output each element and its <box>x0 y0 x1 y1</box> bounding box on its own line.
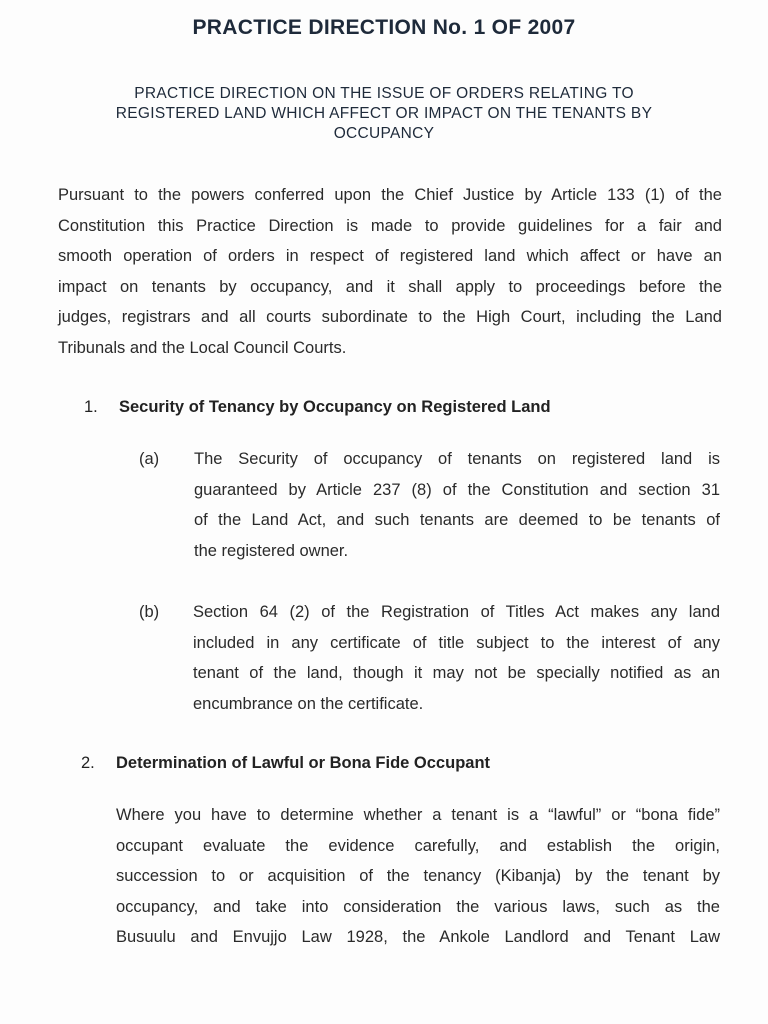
intro-paragraph <box>58 180 722 363</box>
section-title: Security of Tenancy by Occupancy on Registered Land <box>119 398 551 416</box>
paragraph-line: smooth operation of orders in respect of registered land which affect or have an <box>58 247 722 265</box>
item-a-paragraph <box>194 444 720 566</box>
paragraph-line: Where you have to determine whether a tenant is a “lawful” or “bona fide” <box>116 806 720 824</box>
paragraph-line: the registered owner. <box>194 541 349 560</box>
paragraph-line: occupant evaluate the evidence carefully, and establish the origin, <box>116 836 720 855</box>
item-label-a: (a) <box>139 450 160 468</box>
document-subtitle <box>60 84 708 144</box>
section-title: Determination of Lawful or Bona Fide Occupant <box>116 754 491 772</box>
item-label-b: (b) <box>139 603 160 621</box>
subtitle-line: REGISTERED LAND WHICH AFFECT OR IMPACT ON THE TENANTS BY <box>115 105 653 122</box>
section-number: 2. <box>81 754 95 772</box>
paragraph-line: Busuulu and Envujjo Law 1928, the Ankole Landlord and Tenant Law <box>116 928 720 946</box>
document-title: PRACTICE DIRECTION No. 1 OF 2007 <box>192 16 576 39</box>
paragraph-line: judges, registrars and all courts subordinate to the High Court, including the Land <box>58 308 722 326</box>
paragraph-line: Constitution this Practice Direction is made to provide guidelines for a fair and <box>58 216 722 235</box>
paragraph-line: impact on tenants by occupancy, and it shall apply to proceedings before the <box>58 277 722 296</box>
paragraph-line: guaranteed by Article 237 (8) of the Constitution and section 31 <box>194 480 720 499</box>
section-2-paragraph <box>116 800 720 953</box>
subtitle-line: PRACTICE DIRECTION ON THE ISSUE OF ORDERS RELATING TO <box>134 85 634 102</box>
subtitle-line: OCCUPANCY <box>333 125 435 142</box>
paragraph-line: Section 64 (2) of the Registration of Titles Act makes any land <box>193 603 720 621</box>
item-b-paragraph <box>193 597 720 719</box>
section-number: 1. <box>84 398 98 416</box>
paragraph-line: Pursuant to the powers conferred upon the Chief Justice by Article 133 (1) of the <box>58 186 722 204</box>
paragraph-line: tenant of the land, though it may not be specially notified as an <box>193 664 720 682</box>
paragraph-line: succession to or acquisition of the tenancy (Kibanja) by the tenant by <box>116 867 720 885</box>
paragraph-line: encumbrance on the certificate. <box>193 694 424 713</box>
paragraph-line: of the Land Act, and such tenants are deemed to be tenants of <box>194 511 720 529</box>
paragraph-line: The Security of occupancy of tenants on registered land is <box>194 450 720 468</box>
paragraph-line: included in any certificate of title subject to the interest of any <box>193 633 720 652</box>
paragraph-line: occupancy, and take into consideration the various laws, such as the <box>116 897 720 916</box>
paragraph-line: Tribunals and the Local Council Courts. <box>58 338 347 357</box>
